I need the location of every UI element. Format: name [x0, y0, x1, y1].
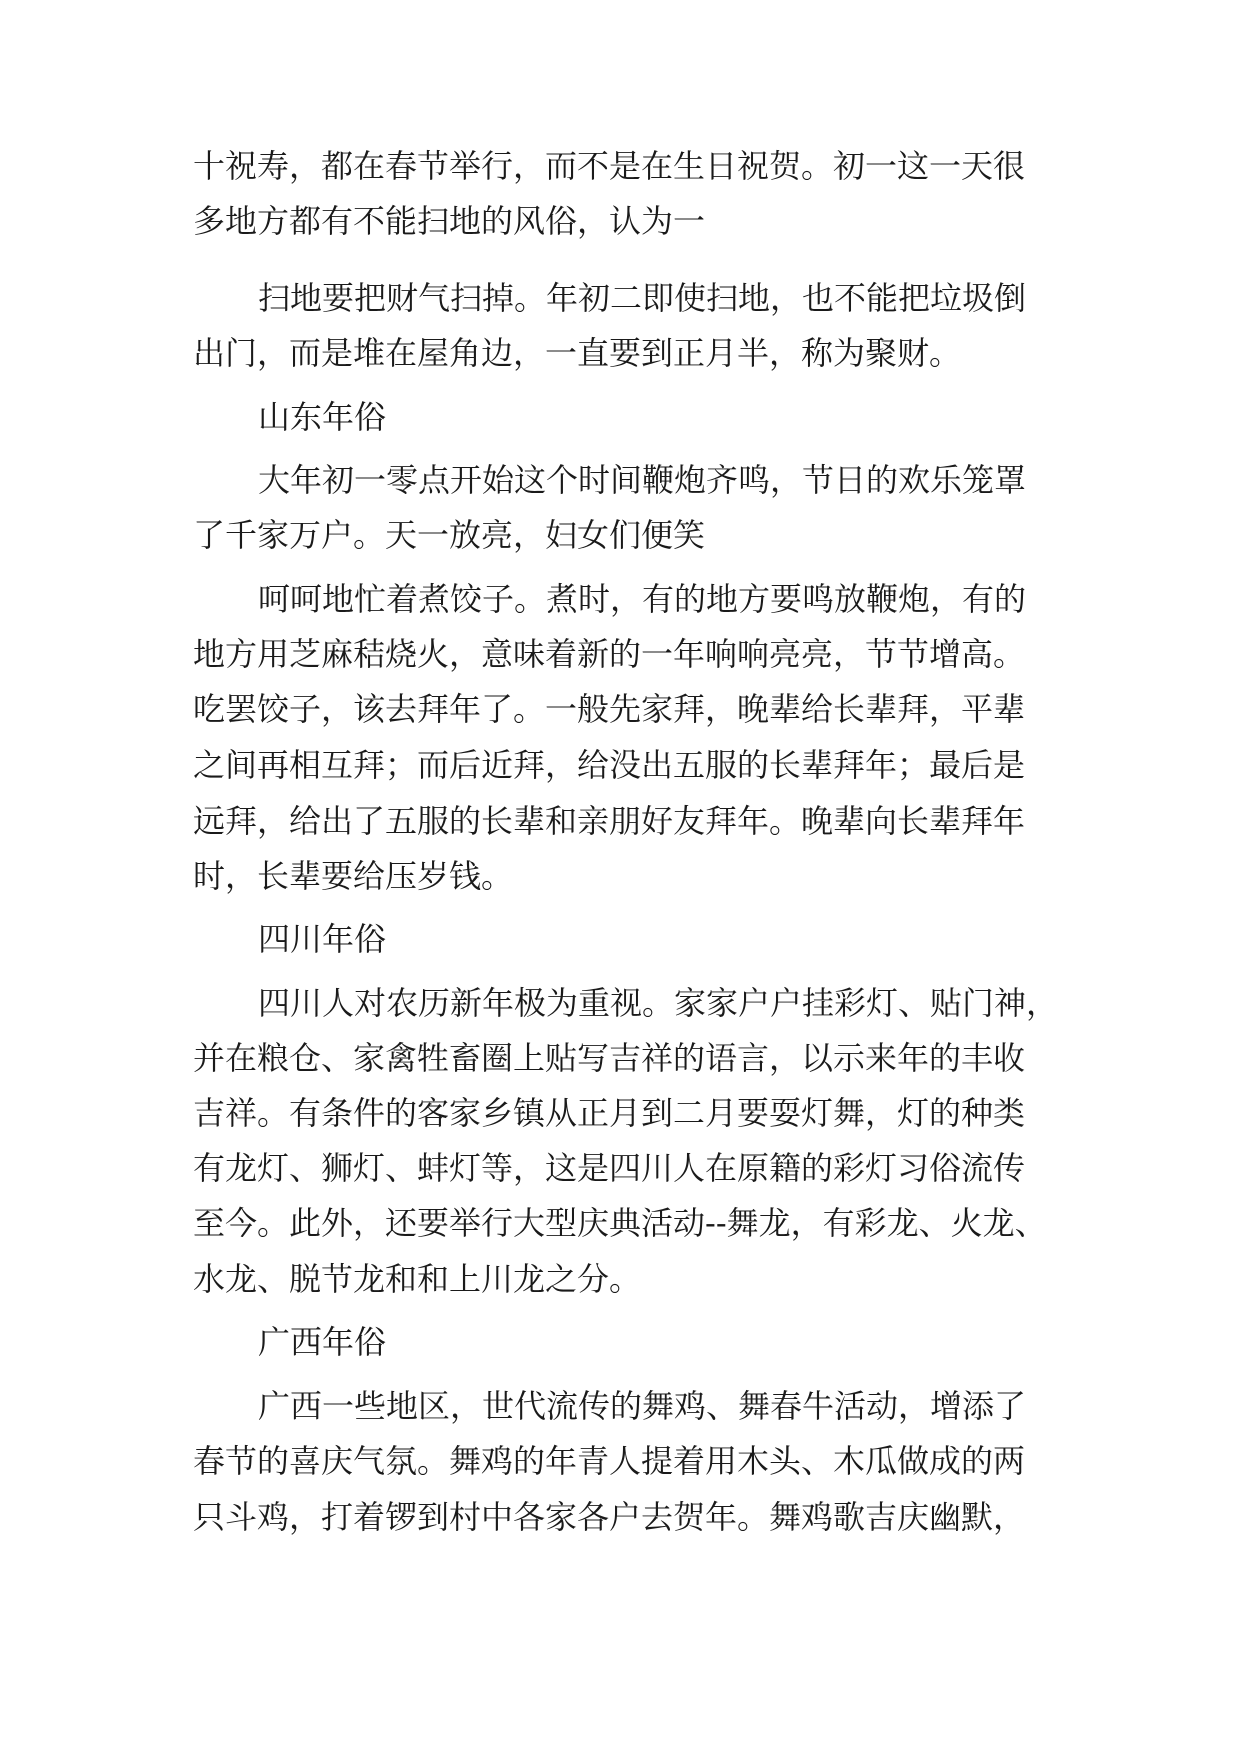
- text-line: 吃罢饺子，该去拜年了。一般先家拜，晚辈给长辈拜，平辈: [193, 690, 1026, 728]
- text-line: 水龙、脱节龙和和上川龙之分。: [193, 1260, 642, 1298]
- text-line: 并在粮仓、家禽牲畜圈上贴写吉祥的语言，以示来年的丰收: [193, 1039, 1026, 1077]
- text-line: 大年初一零点开始这个时间鞭炮齐鸣，节日的欢乐笼罩: [258, 461, 1027, 499]
- text-line: 只斗鸡，打着锣到村中各家各户去贺年。舞鸡歌吉庆幽默，: [193, 1498, 1026, 1536]
- text-line: 了千家万户。天一放亮，妇女们便笑: [193, 516, 706, 554]
- text-line: 多地方都有不能扫地的风俗，认为一: [193, 202, 706, 240]
- section-heading-shandong: 山东年俗: [258, 398, 387, 436]
- text-line: 有龙灯、狮灯、蚌灯等，这是四川人在原籍的彩灯习俗流传: [193, 1149, 1026, 1187]
- text-line: 时，长辈要给压岁钱。: [193, 857, 514, 895]
- text-line: 之间再相互拜；而后近拜，给没出五服的长辈拜年；最后是: [193, 746, 1026, 784]
- text-line: 广西一些地区，世代流传的舞鸡、舞春牛活动，增添了: [258, 1387, 1027, 1425]
- text-line: 吉祥。有条件的客家乡镇从正月到二月要耍灯舞，灯的种类: [193, 1094, 1026, 1132]
- text-line: 出门，而是堆在屋角边，一直要到正月半，称为聚财。: [193, 334, 962, 372]
- text-line: 春节的喜庆气氛。舞鸡的年青人提着用木头、木瓜做成的两: [193, 1442, 1026, 1480]
- text-line: 呵呵地忙着煮饺子。煮时，有的地方要鸣放鞭炮，有的: [258, 580, 1027, 618]
- text-line: 四川人对农历新年极为重视。家家户户挂彩灯、贴门神，: [258, 984, 1059, 1022]
- text-line: 远拜，给出了五服的长辈和亲朋好友拜年。晚辈向长辈拜年: [193, 802, 1026, 840]
- text-line: 地方用芝麻秸烧火，意味着新的一年响响亮亮，节节增高。: [193, 635, 1026, 673]
- text-line: 十祝寿，都在春节举行，而不是在生日祝贺。初一这一天很: [193, 147, 1026, 185]
- section-heading-guangxi: 广西年俗: [258, 1323, 387, 1361]
- section-heading-sichuan: 四川年俗: [258, 920, 387, 958]
- text-line: 至今。此外，还要举行大型庆典活动--舞龙，有彩龙、火龙、: [193, 1204, 1047, 1242]
- text-line: 扫地要把财气扫掉。年初二即使扫地，也不能把垃圾倒: [258, 279, 1027, 317]
